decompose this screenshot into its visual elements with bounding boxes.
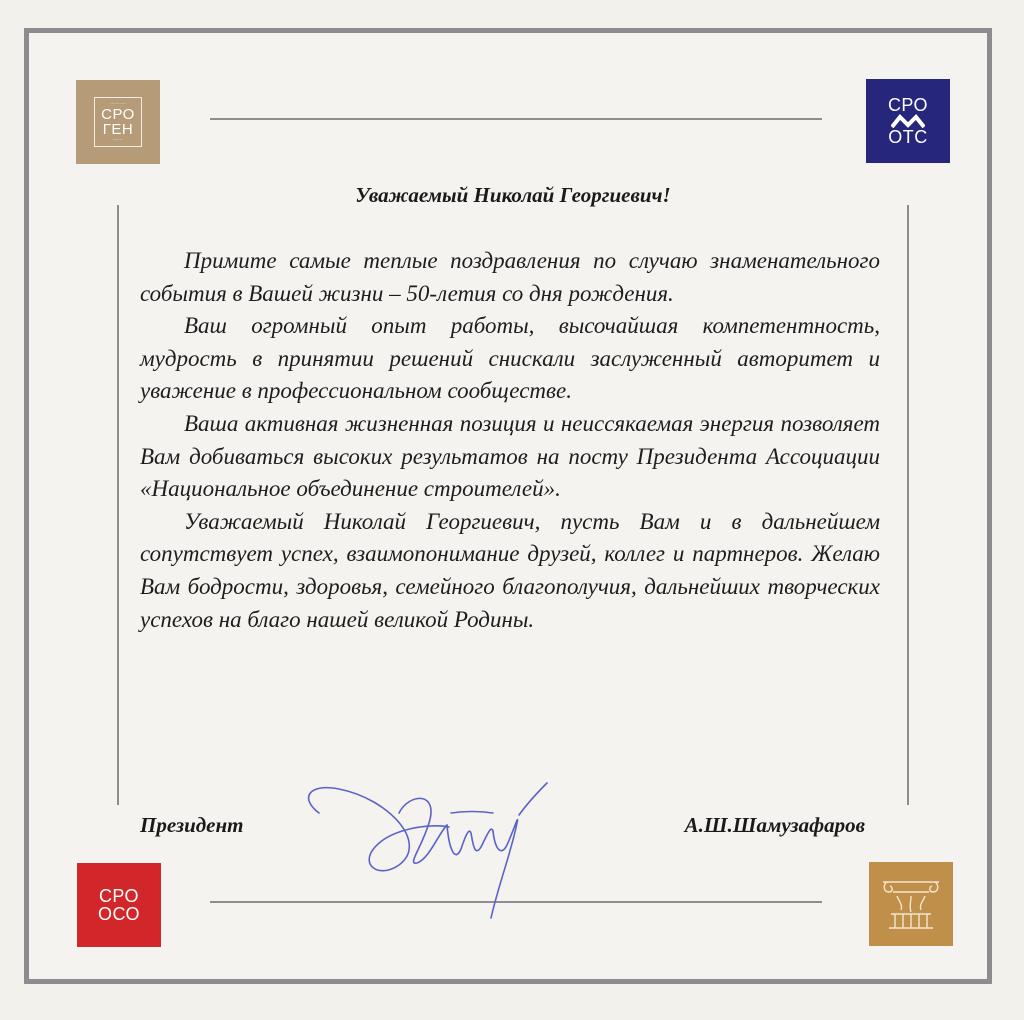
signer-name: А.Ш.Шамузафаров — [684, 813, 865, 837]
paragraph-4: Уважаемый Николай Георгиевич, пусть Вам и в дальнейшем сопутствует успех, взаимопонимание друзей, коллег и партнеров. Желаю Вам бодрости, здоровья, семейного благополучия, дальнейших творческих успехов на благо нашей великой Родины. — [140, 508, 880, 632]
logo-sro-oso-line2: ОСО — [97, 904, 141, 924]
capital-emblem-logo — [869, 862, 953, 946]
greeting-heading: Уважаемый Николай Георгиевич! — [355, 183, 671, 207]
mountain-icon — [891, 114, 925, 128]
logo-sro-ots — [866, 79, 950, 163]
logo-sro-gen — [76, 80, 160, 164]
logo-sro-ots-line2: ОТС — [888, 127, 928, 147]
logo-sro-gen-frame — [94, 97, 142, 147]
logo-sro-ots-line1: СРО — [887, 95, 929, 115]
logo-sro-gen-line2: ГЕН — [102, 121, 134, 138]
paragraph-1: Примите самые теплые поздравления по случаю знаменательного события в Вашей жизни – 50-летия со дня рождения. — [140, 248, 880, 306]
column-capital-icon — [879, 874, 943, 934]
right-margin-line — [907, 205, 909, 805]
letter-card — [24, 28, 992, 984]
top-divider — [210, 118, 822, 120]
handwritten-signature — [279, 753, 599, 923]
left-margin-line — [117, 205, 119, 805]
logo-sro-gen-caption-top: ·········· — [109, 101, 127, 107]
paragraph-2: Ваш огромный опыт работы, высочайшая компетентность, мудрость в принятии решений снискали заслуженный авторитет и уважение в профессиональном сообществе. — [140, 313, 880, 404]
logo-sro-oso-line1: СРО — [98, 886, 140, 906]
logo-sro-oso — [77, 863, 161, 947]
paragraph-3: Ваша активная жизненная позиция и неиссякаемая энергия позволяет Вам добиваться высоких результатов на посту Президента Ассоциации «Национальное объединение строителей». — [140, 410, 880, 502]
letter-body — [140, 245, 880, 636]
logo-sro-gen-caption-bottom: ······ — [113, 137, 123, 143]
signer-position: Президент — [140, 813, 244, 837]
logo-sro-gen-line1: СРО — [101, 106, 135, 123]
